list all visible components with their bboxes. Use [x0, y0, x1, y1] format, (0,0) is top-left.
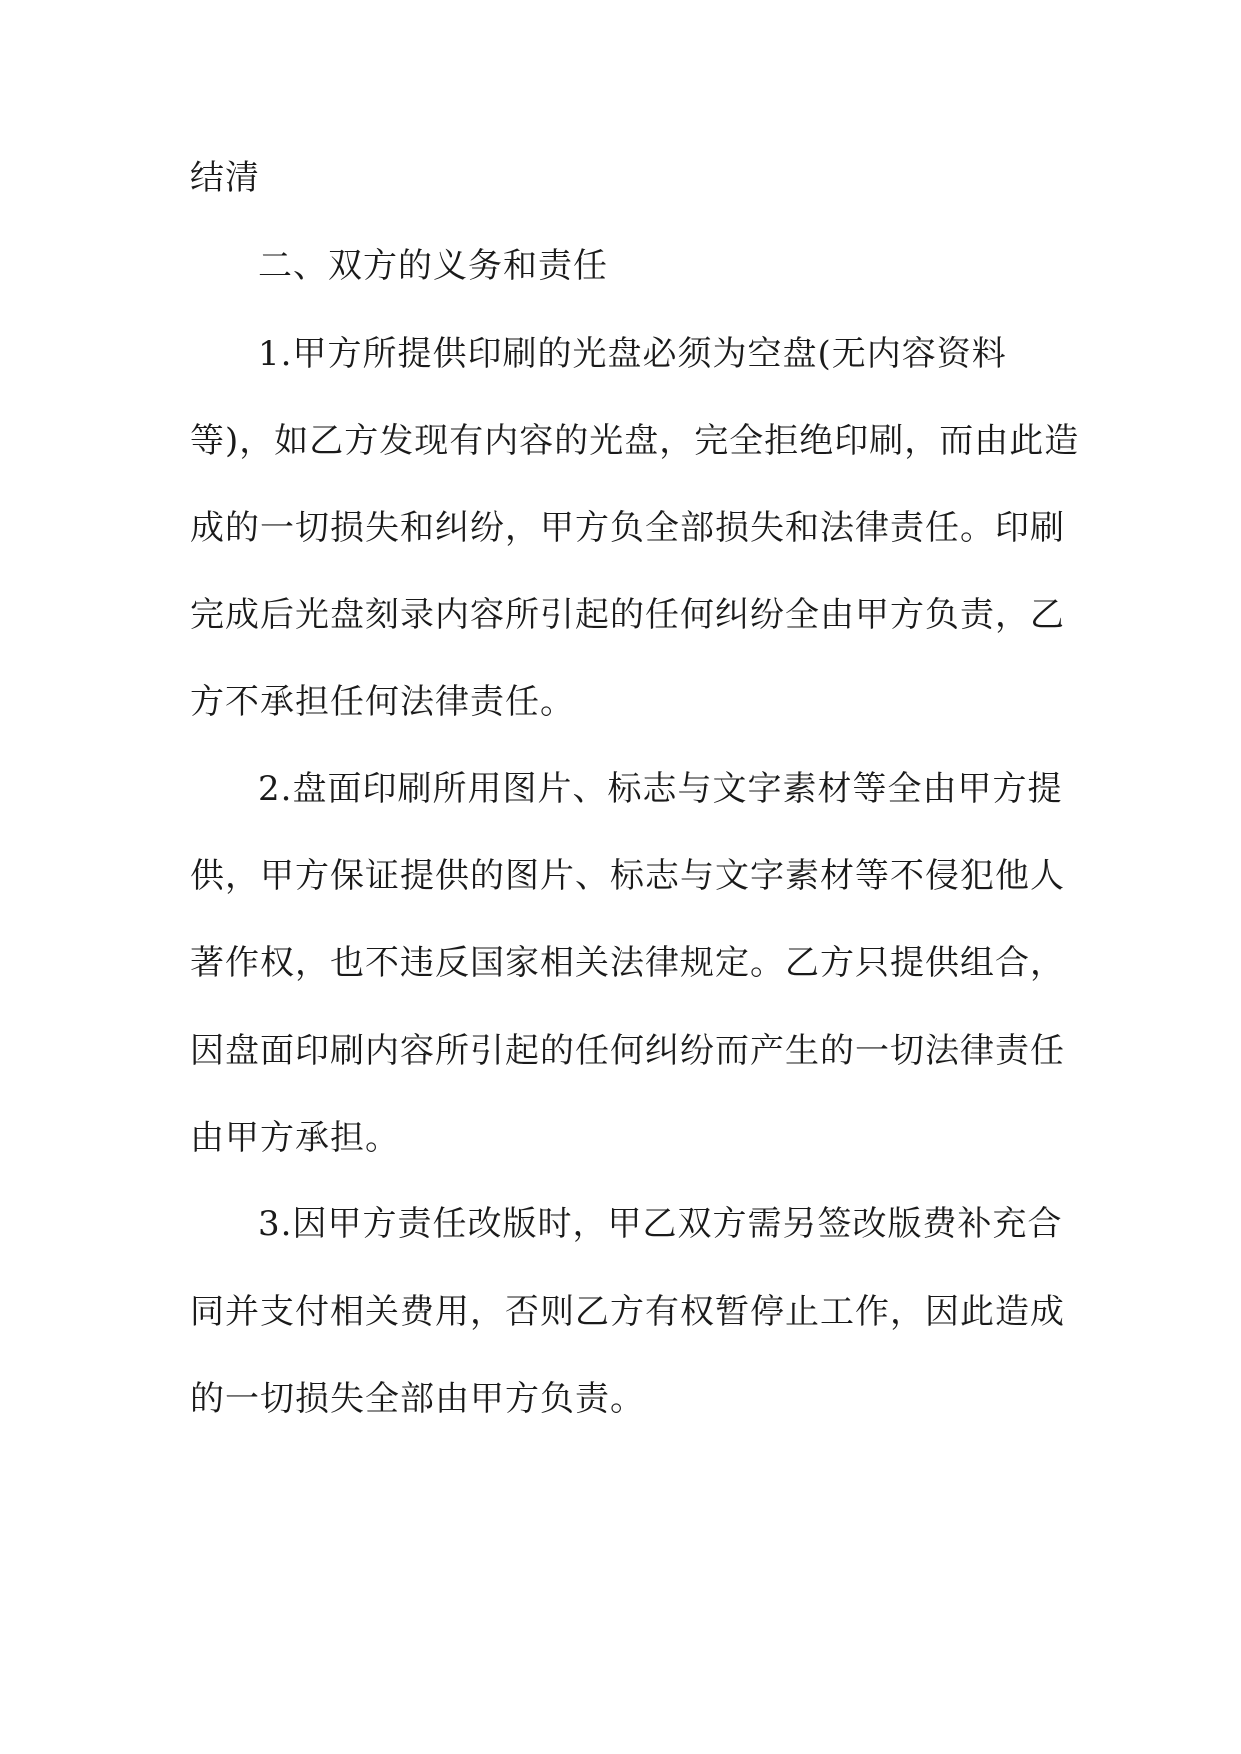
- text-line: 3.因甲方责任改版时，甲乙双方需另签改版费补充合: [258, 1204, 1063, 1244]
- text-line: 同并支付相关费用，否则乙方有权暂停止工作，因此造成: [190, 1292, 1065, 1332]
- text-line: 成的一切损失和纠纷，甲方负全部损失和法律责任。印刷: [190, 508, 1065, 548]
- text-line: 2.盘面印刷所用图片、标志与文字素材等全由甲方提: [258, 769, 1063, 809]
- section-heading: 二、双方的义务和责任: [258, 246, 608, 286]
- text-line: 等)，如乙方发现有内容的光盘，完全拒绝印刷，而由此造: [190, 421, 1080, 461]
- text-line: 结清: [190, 158, 260, 198]
- text-line: 完成后光盘刻录内容所引起的任何纠纷全由甲方负责，乙: [190, 595, 1065, 635]
- text-line: 因盘面印刷内容所引起的任何纠纷而产生的一切法律责任: [190, 1031, 1065, 1071]
- text-line: 著作权，也不违反国家相关法律规定。乙方只提供组合，: [190, 943, 1065, 983]
- text-line: 供，甲方保证提供的图片、标志与文字素材等不侵犯他人: [190, 856, 1065, 896]
- text-line: 方不承担任何法律责任。: [190, 682, 575, 722]
- text-line: 由甲方承担。: [190, 1118, 400, 1158]
- text-line: 的一切损失全部由甲方负责。: [190, 1379, 645, 1419]
- text-line: 1.甲方所提供印刷的光盘必须为空盘(无内容资料: [258, 334, 1007, 374]
